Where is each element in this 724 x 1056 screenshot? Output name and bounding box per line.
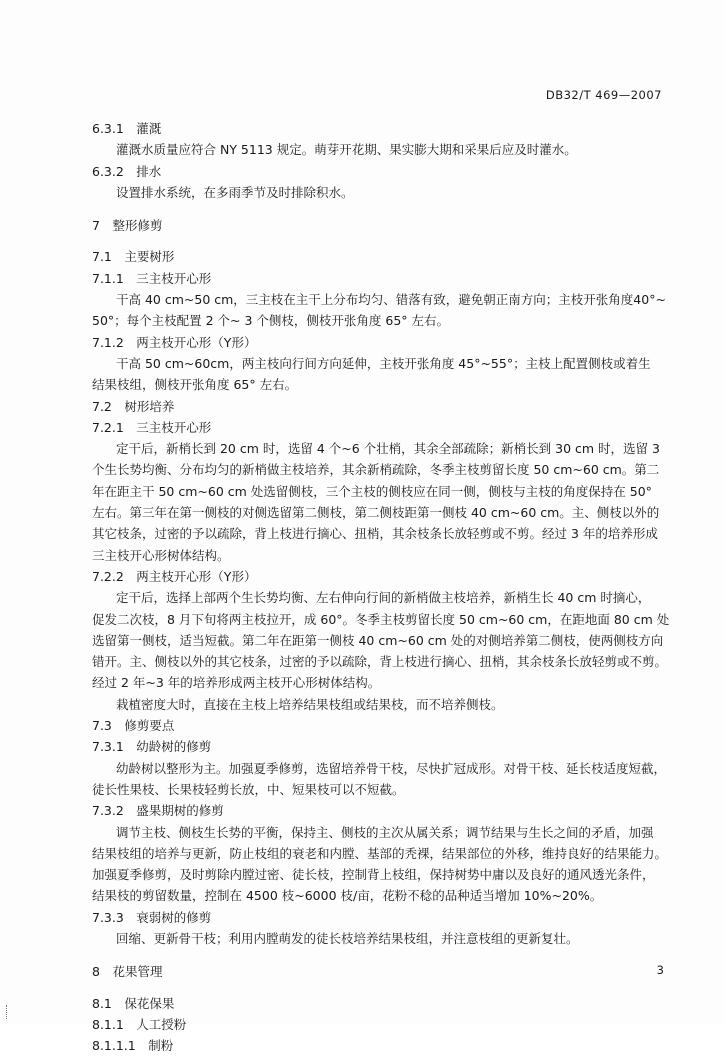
document-code: DB32/T 469—2007 bbox=[545, 88, 662, 102]
section-heading-7-2: 7.2 树形培养 bbox=[92, 398, 175, 414]
paragraph-line: 幼龄树以整形为主。加强夏季修剪，选留培养骨干枝，尽快扩冠成形。对骨干枝、延长枝适度短截， bbox=[116, 760, 667, 776]
paragraph-line: 年在距主干 50 cm~60 cm 处选留侧枝，三个主枝的侧枝应在同一侧，侧枝与主枝的角度保持在 50° bbox=[92, 483, 652, 499]
paragraph-line: 结果枝组的培养与更新，防止枝组的衰老和内膛、基部的秃裸，结果部位的外移，维持良好的结果能力。 bbox=[92, 845, 668, 861]
section-heading-7-1-1: 7.1.1 三主枝开心形 bbox=[92, 270, 212, 286]
section-heading-7-1-2: 7.1.2 两主枝开心形（Y形） bbox=[92, 334, 257, 350]
section-heading-6-3-2: 6.3.2 排水 bbox=[92, 163, 162, 179]
chapter-heading-7: 7 整形修剪 bbox=[92, 218, 163, 234]
paragraph-line: 错开。主、侧枝以外的其它枝条，过密的予以疏除，背上枝进行摘心、扭梢，其余枝条长放轻剪或不剪。 bbox=[92, 654, 668, 670]
paragraph-line: 回缩、更新骨干枝；利用内膛萌发的徒长枝培养结果枝组，并注意枝组的更新复壮。 bbox=[116, 930, 579, 946]
paragraph-line: 栽植密度大时，直接在主枝上培养结果枝组或结果枝，而不培养侧枝。 bbox=[116, 696, 504, 712]
document-body bbox=[92, 118, 670, 1056]
paragraph-line: 50°；每个主枝配置 2 个~ 3 个侧枝，侧枝开张角度 65° 左右。 bbox=[92, 313, 450, 329]
paragraph-line: 其它枝条，过密的予以疏除，背上枝进行摘心、扭梢，其余枝条长放轻剪或不剪。经过 3 年的培养形成 bbox=[92, 526, 658, 542]
scan-edge-mark bbox=[6, 1005, 9, 1019]
paragraph-line: 定干后，新梢长到 20 cm 时，选留 4 个~6 个壮梢，其余全部疏除；新梢长到 30 cm 时，选留 3 bbox=[116, 441, 660, 457]
paragraph-line: 灌溉水质量应符合 NY 5113 规定。萌芽开花期、果实膨大期和采果后应及时灌水。 bbox=[116, 142, 577, 158]
paragraph-line: 调节主枝、侧枝生长势的平衡，保持主、侧枝的主次从属关系；调节结果与生长之间的矛盾，加强 bbox=[116, 824, 654, 840]
section-heading-8-1: 8.1 保花保果 bbox=[92, 995, 175, 1011]
paragraph-line: 三主枝开心形树体结构。 bbox=[92, 547, 230, 563]
paragraph-line: 徒长性果枝、长果枝轻剪长放，中、短果枝可以不短截。 bbox=[92, 781, 405, 797]
section-heading-7-3-1: 7.3.1 幼龄树的修剪 bbox=[92, 739, 212, 755]
section-heading-6-3-1: 6.3.1 灌溉 bbox=[92, 121, 162, 136]
section-heading-8-1-1-1: 8.1.1.1 制粉 bbox=[92, 1038, 174, 1054]
chapter-heading-8: 8 花果管理 bbox=[92, 964, 163, 980]
page-number: 3 bbox=[656, 963, 664, 977]
paragraph-line: 经过 2 年~3 年的培养形成两主枝开心形树体结构。 bbox=[92, 675, 381, 691]
paragraph-line: 结果枝组，侧枝开张角度 65° 左右。 bbox=[92, 377, 298, 393]
section-heading-8-1-1: 8.1.1 人工授粉 bbox=[92, 1016, 187, 1032]
paragraph-line: 结果枝的剪留数量，控制在 4500 枝~6000 枝/亩，花粉不稔的品种适当增加 10%~20%。 bbox=[92, 888, 603, 904]
paragraph-line: 设置排水系统，在多雨季节及时排除积水。 bbox=[116, 184, 354, 200]
paragraph-line: 加强夏季修剪，及时剪除内膛过密、徒长枝，控制背上枝组，保持树势中庸以及良好的通风透光条件， bbox=[92, 867, 655, 883]
paragraph-line: 左右。第三年在第一侧枝的对侧选留第二侧枝，第二侧枝距第一侧枝 40 cm~60 cm。主、侧枝以外的 bbox=[92, 505, 660, 521]
section-heading-7-1: 7.1 主要树形 bbox=[92, 249, 175, 265]
section-heading-7-3: 7.3 修剪要点 bbox=[92, 718, 175, 734]
paragraph-line: 定干后，选择上部两个生长势均衡、左右伸向行间的新梢做主枝培养，新梢生长 40 cm 时摘心， bbox=[116, 590, 651, 606]
section-heading-7-2-1: 7.2.1 三主枝开心形 bbox=[92, 419, 212, 435]
paragraph-line: 干高 50 cm~60cm，两主枝向行间方向延伸，主枝开张角度 45°~55°；主枝上配置侧枝或着生 bbox=[116, 355, 651, 371]
section-heading-7-2-2: 7.2.2 两主枝开心形（Y形） bbox=[92, 568, 257, 584]
section-heading-7-3-3: 7.3.3 衰弱树的修剪 bbox=[92, 909, 212, 925]
paragraph-line: 选留第一侧枝，适当短截。第二年在距第一侧枝 40 cm~60 cm 处的对侧培养第二侧枝，使两侧枝方向 bbox=[92, 632, 664, 648]
paragraph-line: 干高 40 cm~50 cm，三主枝在主干上分布均匀、错落有致，避免朝正南方向；主枝开张角度40°~ bbox=[116, 292, 666, 308]
paragraph-line: 个生长势均衡、分布均匀的新梢做主枝培养，其余新梢疏除，冬季主枝剪留长度 50 cm~60 cm。第二 bbox=[92, 462, 660, 478]
section-heading-7-3-2: 7.3.2 盛果期树的修剪 bbox=[92, 803, 224, 819]
paragraph-line: 促发二次枝，8 月下旬将两主枝拉开，成 60°。冬季主枝剪留长度 50 cm~60 cm，在距地面 80 cm 处 bbox=[92, 611, 670, 627]
